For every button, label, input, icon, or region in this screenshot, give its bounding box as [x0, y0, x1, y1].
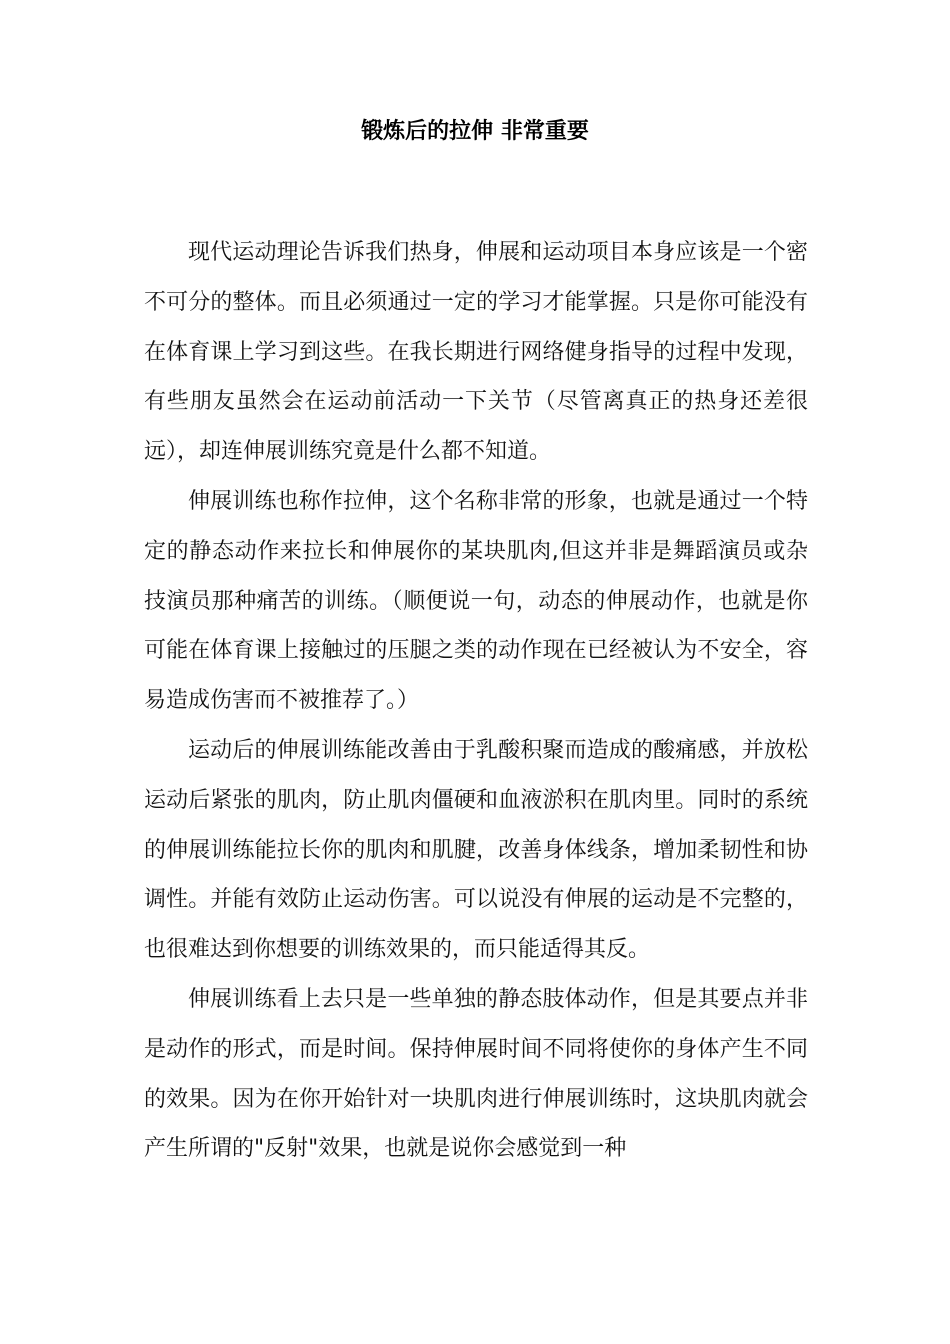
document-title: 锻炼后的拉伸 非常重要	[361, 119, 589, 144]
paragraph-2: 伸展训练也称作拉伸，这个名称非常的形象，也就是通过一个特定的静态动作来拉长和伸展你的某块肌肉,但这并非是舞蹈演员或杂技演员那种痛苦的训练。（顺便说一句，动态的伸展动作，也就是你可能在体育课上接触过的压腿之类的动作现在已经被认为不安全，容易造成伤害而不被推荐了。）	[144, 488, 808, 714]
document-body	[144, 228, 808, 1174]
paragraph-3: 运动后的伸展训练能改善由于乳酸积聚而造成的酸痛感，并放松运动后紧张的肌肉，防止肌肉僵硬和血液淤积在肌肉里。同时的系统的伸展训练能拉长你的肌肉和肌腱，改善身体线条，增加柔韧性和协调性。并能有效防止运动伤害。可以说没有伸展的运动是不完整的，也很难达到你想要的训练效果的，而只能适得其反。	[144, 737, 808, 963]
paragraph-4: 伸展训练看上去只是一些单独的静态肢体动作，但是其要点并非是动作的形式，而是时间。保持伸展时间不同将使你的身体产生不同的效果。因为在你开始针对一块肌肉进行伸展训练时，这块肌肉就会产生所谓的"反射"效果，也就是说你会感觉到一种	[144, 986, 808, 1162]
paragraph-1: 现代运动理论告诉我们热身，伸展和运动项目本身应该是一个密不可分的整体。而且必须通过一定的学习才能掌握。只是你可能没有在体育课上学习到这些。在我长期进行网络健身指导的过程中发现，有些朋友虽然会在运动前活动一下关节（尽管离真正的热身还差很远），却连伸展训练究竟是什么都不知道。	[144, 240, 808, 465]
